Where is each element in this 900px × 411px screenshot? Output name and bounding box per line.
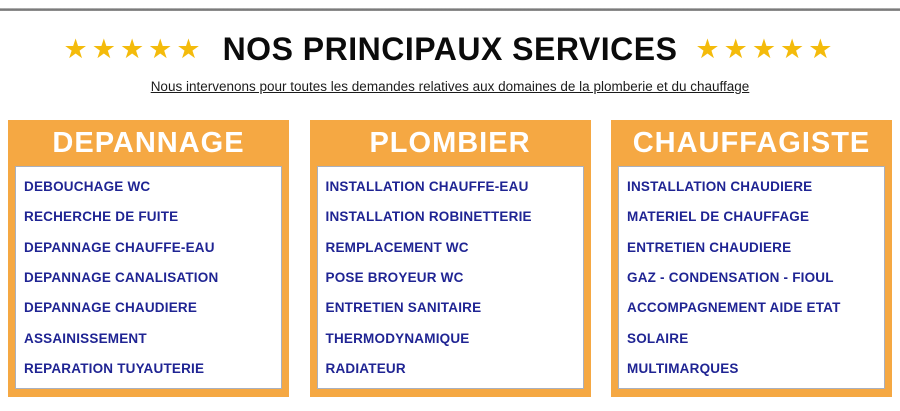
service-card-plombier (310, 120, 591, 397)
service-link[interactable]: MULTIMARQUES (627, 361, 739, 377)
service-link[interactable]: GAZ - CONDENSATION - FIOUL (627, 269, 834, 285)
service-link[interactable]: SOLAIRE (627, 330, 689, 346)
page-subtitle: Nous intervenons pour toutes les demandes relatives aux domaines de la plomberie et du chauffage (150, 79, 750, 94)
service-link[interactable]: ENTRETIEN CHAUDIERE (627, 239, 792, 255)
service-link[interactable]: REMPLACEMENT WC (325, 239, 469, 255)
page-header (0, 27, 900, 71)
service-link[interactable]: INSTALLATION CHAUFFE-EAU (325, 178, 529, 194)
service-list-chauffagiste (618, 166, 885, 389)
service-link[interactable]: ACCOMPAGNEMENT AIDE ETAT (627, 300, 841, 316)
card-title-plombier: PLOMBIER (369, 126, 531, 159)
service-list-plombier (317, 166, 584, 389)
service-card-depannage (8, 120, 289, 397)
service-link[interactable]: ASSAINISSEMENT (24, 330, 147, 346)
top-divider (0, 8, 900, 11)
service-link[interactable]: REPARATION TUYAUTERIE (24, 361, 205, 377)
subtitle-row (0, 78, 900, 96)
service-link[interactable]: DEBOUCHAGE WC (24, 178, 151, 194)
service-link[interactable]: RADIATEUR (325, 361, 406, 377)
service-link[interactable]: RECHERCHE DE FUITE (24, 209, 179, 225)
page-title: NOS PRINCIPAUX SERVICES (222, 30, 678, 67)
service-link[interactable]: POSE BROYEUR WC (325, 269, 464, 285)
service-link[interactable]: DEPANNAGE CHAUFFE-EAU (24, 239, 215, 255)
service-link[interactable]: MATERIEL DE CHAUFFAGE (627, 209, 810, 225)
service-link[interactable]: ENTRETIEN SANITAIRE (325, 300, 482, 316)
service-link[interactable]: INSTALLATION CHAUDIERE (627, 178, 813, 194)
card-title-chauffagiste: CHAUFFAGISTE (632, 126, 871, 159)
card-title-depannage: DEPANNAGE (52, 126, 245, 159)
service-link[interactable]: DEPANNAGE CHAUDIERE (24, 300, 198, 316)
service-link[interactable]: THERMODYNAMIQUE (325, 330, 470, 346)
service-link[interactable]: INSTALLATION ROBINETTERIE (325, 209, 532, 225)
stars-left-icon: ★★★★★ (63, 33, 205, 64)
service-card-chauffagiste (611, 120, 892, 397)
service-list-depannage (15, 166, 282, 389)
services-grid (0, 120, 900, 397)
service-link[interactable]: DEPANNAGE CANALISATION (24, 269, 219, 285)
stars-right-icon: ★★★★★ (695, 33, 837, 64)
